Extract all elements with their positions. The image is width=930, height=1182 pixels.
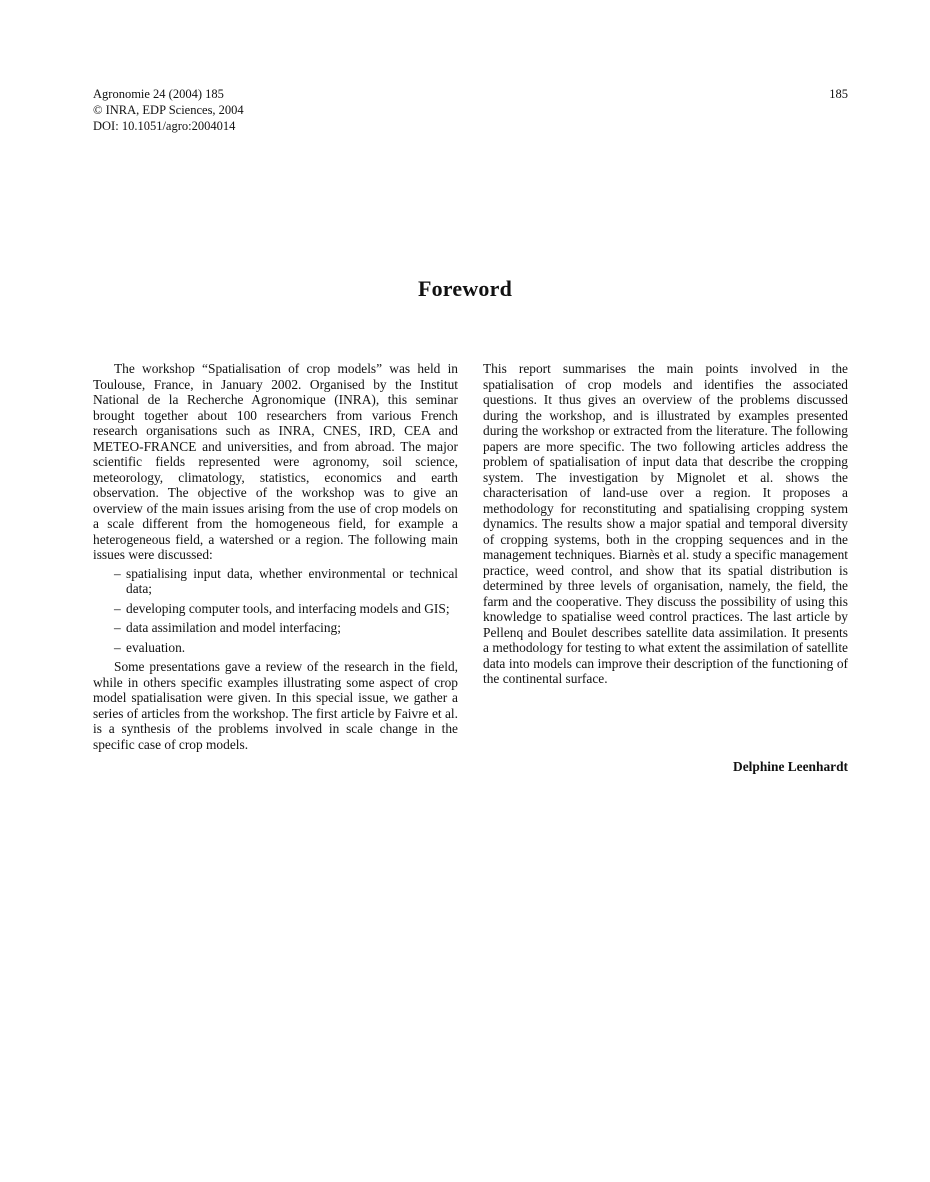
journal-citation: Agronomie 24 (2004) 185 bbox=[93, 87, 224, 101]
article-metadata bbox=[93, 86, 244, 134]
list-item bbox=[93, 620, 458, 636]
list-item bbox=[93, 566, 458, 597]
left-column bbox=[93, 361, 458, 752]
author-signature: Delphine Leenhardt bbox=[733, 759, 848, 774]
intro-paragraph: The workshop “Spatialisation of crop models” was held in Toulouse, France, in January 2002. Organised by the Institut National de la Recherche Agronomique (INRA), this seminar brought together about 100 researchers from various French research organisations such as INRA, CNES, IRD, CEA and METEO-FRANCE and universities, and from abroad. The major scientific fields represented were agronomy, soil science, meteorology, climatology, statistics, economics and earth observation. The objective of the workshop was to give an overview of the main issues arising from the use of crop models on a scale different from the homogeneous field, for example a heterogeneous field, a watershed or a region. The following main issues were discussed: bbox=[93, 361, 458, 562]
list-item-text: spatialising input data, whether environmental or technical data; bbox=[126, 565, 458, 596]
list-dash: – bbox=[114, 565, 121, 581]
copyright-notice: © INRA, EDP Sciences, 2004 bbox=[93, 103, 244, 117]
issues-list bbox=[93, 566, 458, 656]
list-item bbox=[93, 601, 458, 617]
list-item bbox=[93, 640, 458, 656]
list-item-text: data assimilation and model interfacing; bbox=[126, 620, 341, 635]
list-item-text: developing computer tools, and interfacing models and GIS; bbox=[126, 600, 450, 616]
page-number: 185 bbox=[829, 87, 848, 101]
list-dash: – bbox=[114, 620, 121, 635]
list-dash: – bbox=[114, 600, 121, 616]
right-column bbox=[483, 361, 848, 687]
page-title: Foreword bbox=[417, 276, 513, 301]
summary-paragraph: This report summarises the main points involved in the spatialisation of crop models and identifies the associated questions. It thus gives an overview of the problems discussed during the workshop, and is illustrated by examples presented during the workshop or extracted from the literature. The following papers are more specific. The two following articles address the problem of spatialisation of input data that describe the cropping system. The investigation by Mignolet et al. shows the characterisation of land-use over a region. It proposes a methodology for reconstituting and spatialising cropping system dynamics. The results show a major spatial and temporal diversity of cropping systems, both in the cropping sequences and in the management techniques. Biarnès et al. study a specific management practice, weed control, and show that its spatial distribution is determined by three levels of organisation, namely, the field, the farm and the cooperative. They discuss the possibility of using this knowledge to spatialise weed control practices. The last article by Pellenq and Boulet describes satellite data assimilation. It presents a methodology for testing to what extent the assimilation of satellite data into models can improve their description of the functioning of the continental surface. bbox=[483, 361, 848, 686]
doi-link[interactable]: DOI: 10.1051/agro:2004014 bbox=[93, 119, 236, 133]
list-dash: – bbox=[114, 639, 121, 655]
list-item-text: evaluation. bbox=[126, 639, 186, 655]
second-paragraph: Some presentations gave a review of the research in the field, while in others specific examples illustrating some aspect of crop model spatialisation were given. In this special issue, we gather a series of articles from the workshop. The first article by Faivre et al. is a synthesis of the problems involved in scale change in the specific case of crop models. bbox=[93, 659, 458, 752]
